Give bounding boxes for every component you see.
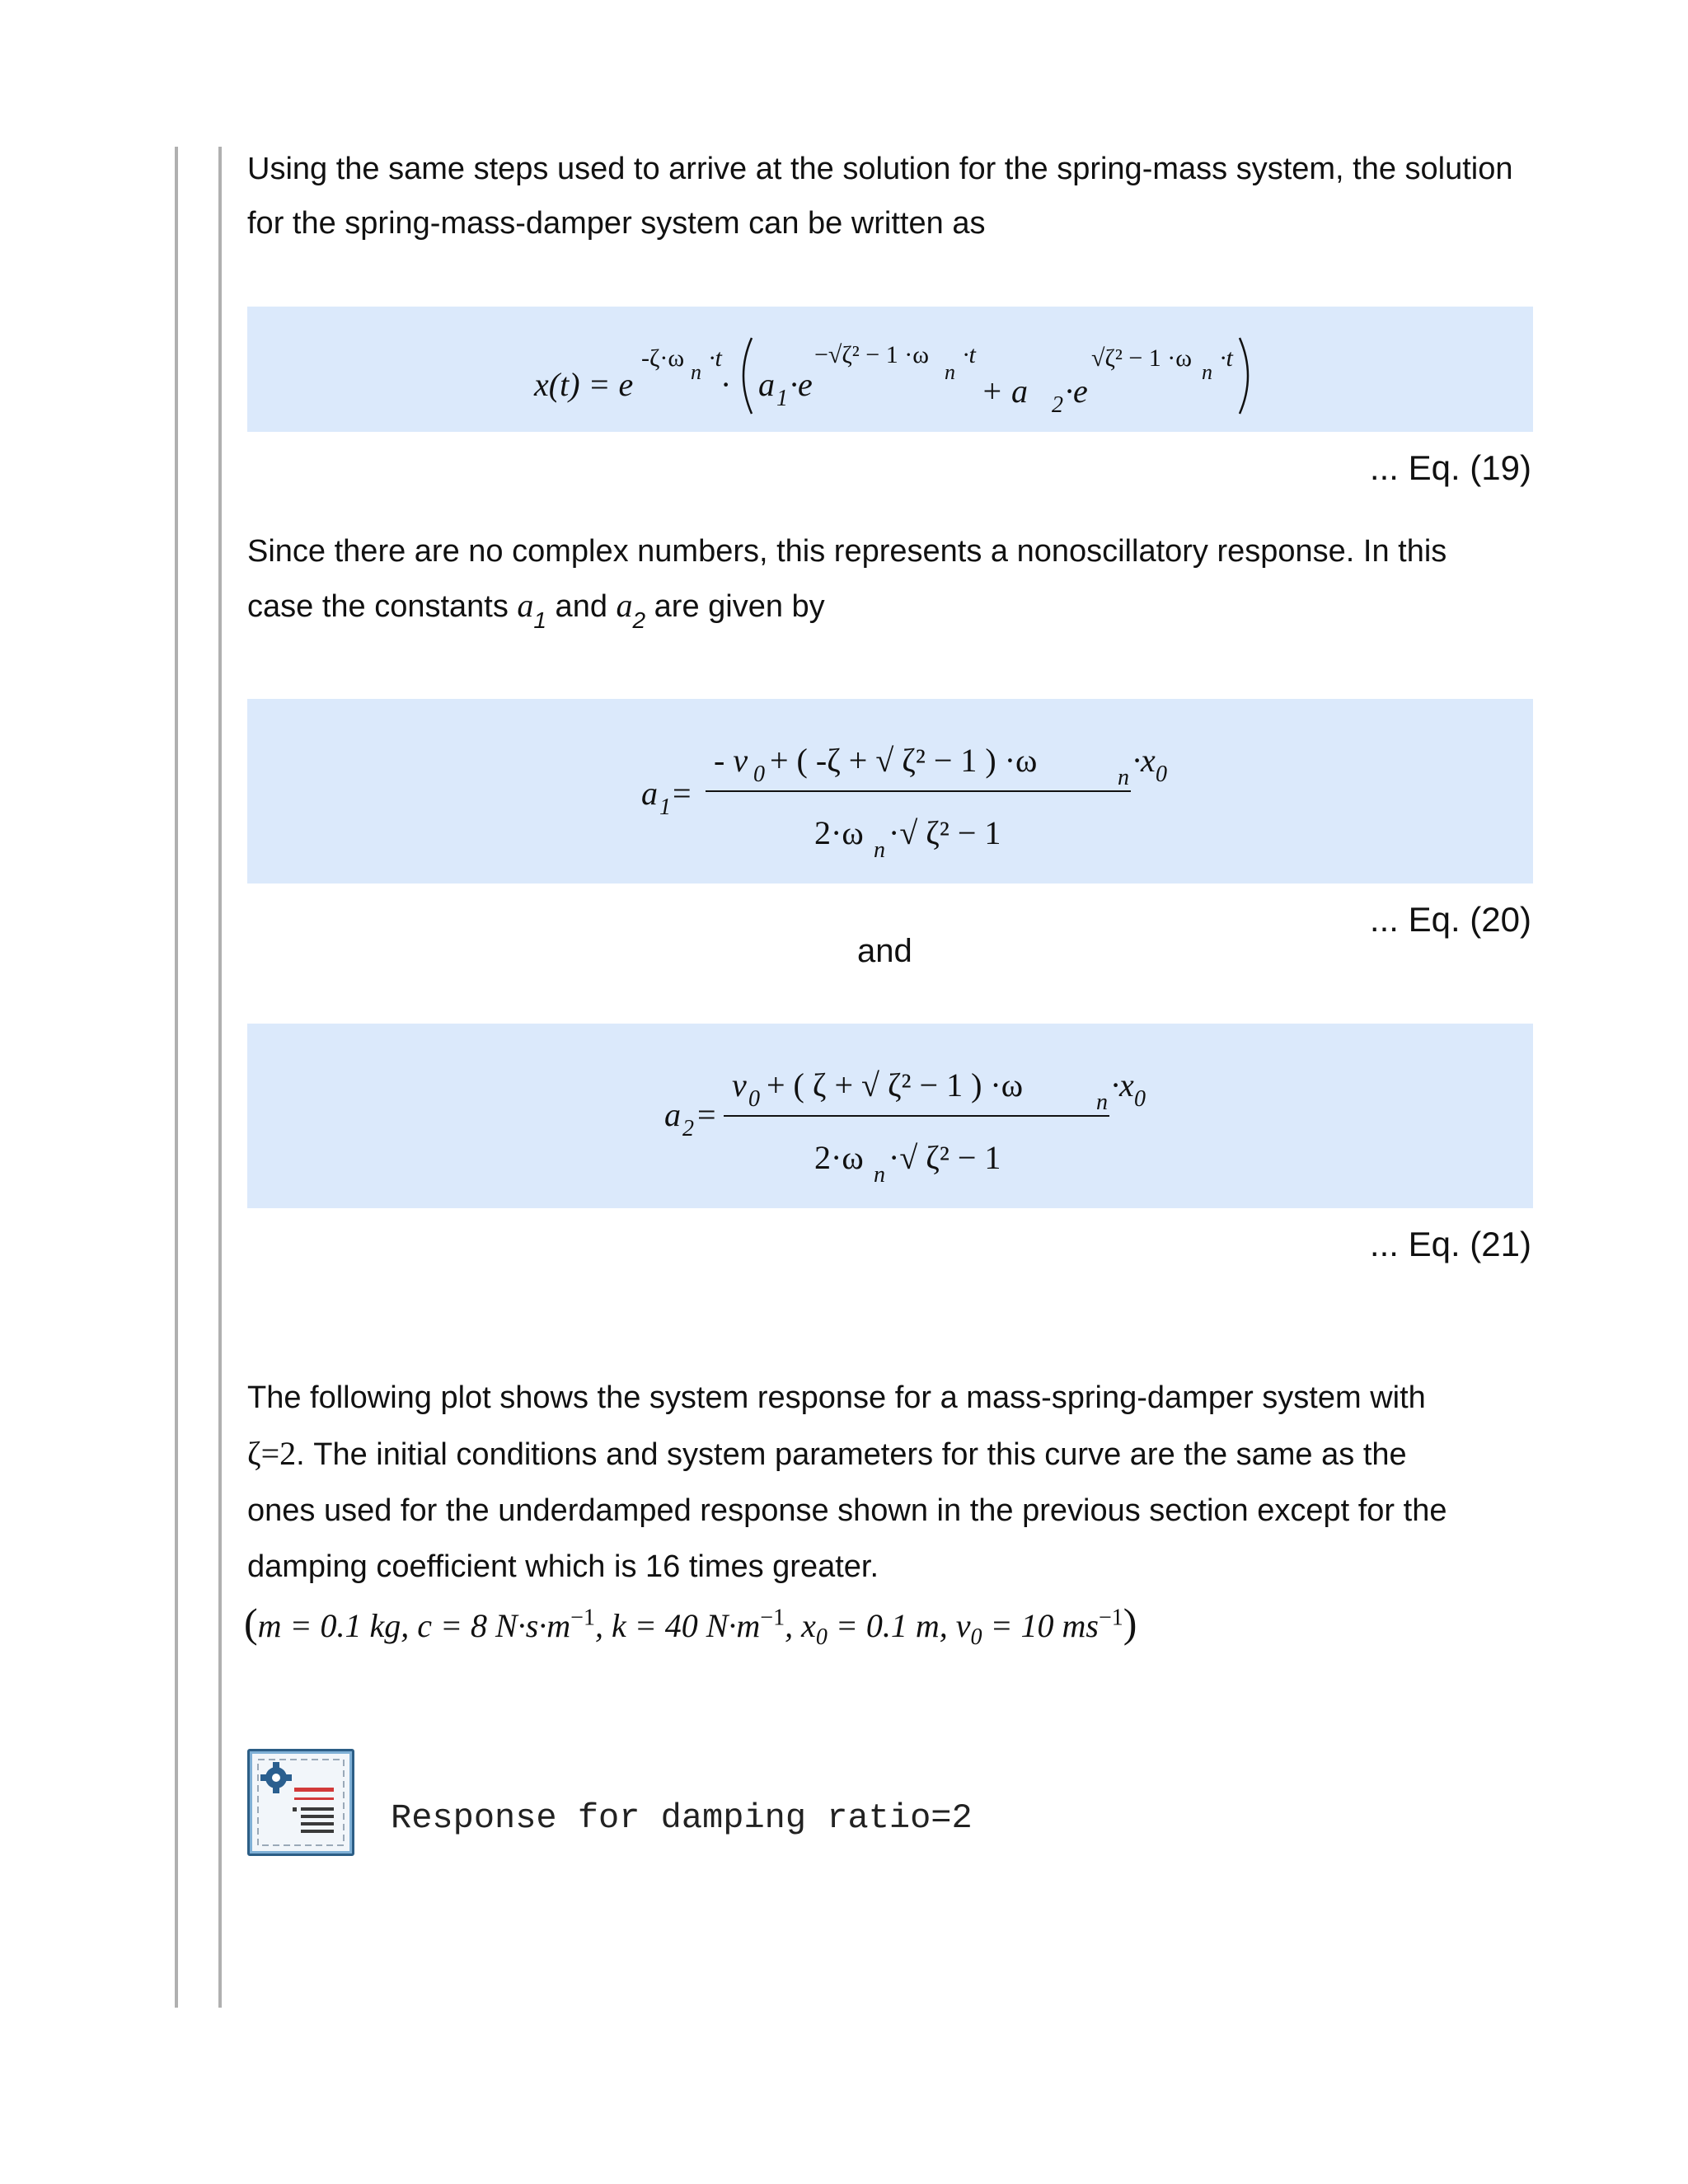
eq21-den: 2·ω (814, 1139, 864, 1176)
equation-21-box (247, 1024, 1533, 1208)
eq21-num-x: ·x (1111, 1066, 1134, 1104)
eq21-num-rest: + ( ζ + √ ζ² − 1 ) ·ω (767, 1066, 1024, 1104)
eq20-lhs: a (641, 775, 658, 812)
plot-paragraph: The following plot shows the system response for a mass-spring-damper system with ζ=2. The initial conditions and system parameters for this curve are the same as the ones used for the underdamped response shown in the previous section except for the damping coefficient which is 16 times greater. (247, 1380, 1447, 1584)
eq21-num-sub0: 0 (748, 1086, 760, 1112)
eq20-den-subn: n (874, 837, 885, 863)
constants-paragraph: case the constants $a_1$ and $a_2$ are given by (247, 587, 825, 633)
eq19-exp2: −√ζ² − 1 ·ω (814, 341, 929, 368)
page-margin-bar-inner (218, 147, 222, 2008)
eq19-exp3-sub: n (1202, 360, 1212, 384)
worksheet-icon-graphic (250, 1751, 352, 1854)
eq19-a1: a (758, 366, 775, 403)
nonoscillatory-paragraph: Since there are no complex numbers, this represents a nonoscillatory response. In this (247, 534, 1447, 569)
eq21-eq: = (697, 1096, 716, 1133)
eq19-plus-a2: + a (981, 373, 1028, 410)
eq20-num-rest: + ( -ζ + √ ζ² − 1 ) ·ω (770, 742, 1038, 779)
eq19-exp1-t: ·t (709, 344, 722, 372)
zeta-value: ζ=2 (247, 1435, 297, 1472)
equation-19-box (247, 307, 1533, 432)
eq20-num-subx: 0 (1156, 762, 1167, 787)
eq20-num: - v (714, 742, 748, 779)
eq19-exp1: -ζ·ω (641, 344, 685, 372)
eq21-num-subn: n (1096, 1090, 1108, 1115)
worksheet-settings-icon[interactable] (247, 1749, 354, 1856)
eq19-exp3: √ζ² − 1 ·ω (1091, 344, 1193, 372)
worksheet-label[interactable]: Response for damping ratio=2 (391, 1798, 973, 1838)
eq19-exp2-sub: n (945, 360, 955, 384)
equation-21 (247, 1024, 1533, 1208)
eq20-number: ... Eq. (20) (1369, 900, 1531, 939)
eq19-exp2-t: ·t (963, 341, 976, 368)
eq21-num-subx: 0 (1134, 1086, 1146, 1112)
page-margin-bar-outer (175, 147, 178, 2008)
eq19-exp3-t: ·t (1220, 344, 1233, 372)
eq20-num-sub0: 0 (753, 762, 765, 787)
eq21-den-subn: n (874, 1162, 885, 1188)
equation-20 (247, 699, 1533, 883)
eq20-eq: = (673, 775, 692, 812)
eq19-dot: · (720, 366, 732, 403)
equation-19 (247, 307, 1533, 432)
equation-20-box (247, 699, 1533, 883)
eq19-exp1-sub: n (691, 360, 701, 384)
and-text: and (857, 933, 912, 969)
eq21-lhs-sub: 2 (682, 1116, 694, 1141)
eq19-a1-sub: 1 (776, 386, 788, 411)
eq19-a2-e: ·e (1065, 373, 1088, 410)
eq20-num-subn: n (1118, 765, 1129, 790)
eq21-den-rest: ·√ ζ² − 1 (889, 1139, 1001, 1176)
eq20-den: 2·ω (814, 814, 864, 851)
eq19-lhs: x(t) = e (534, 366, 634, 403)
eq19-a1-e: ·e (790, 366, 813, 403)
eq21-num: v (732, 1066, 747, 1104)
eq21-number: ... Eq. (21) (1369, 1225, 1531, 1263)
eq19-number: ... Eq. (19) (1369, 448, 1531, 487)
eq20-den-rest: ·√ ζ² − 1 (889, 814, 1001, 851)
eq20-num-x: ·x (1132, 742, 1156, 779)
intro-paragraph: Using the same steps used to arrive at the solution for the spring-mass system, the solution for the spring-mass-damper system can be written as (247, 152, 1513, 241)
eq19-a2-sub: 2 (1052, 392, 1063, 418)
eq21-lhs: a (664, 1096, 681, 1133)
system-parameters: (m = 0.1 kg, c = 8 $N\cdot s\cdot m^{-1}$, k = 40 $N\cdot m^{-1}$, $x_0 = 0.1$ m, $v_0 = 10$ $ms^{-1}$) (244, 1600, 1137, 1650)
eq20-lhs-sub: 1 (659, 794, 671, 820)
